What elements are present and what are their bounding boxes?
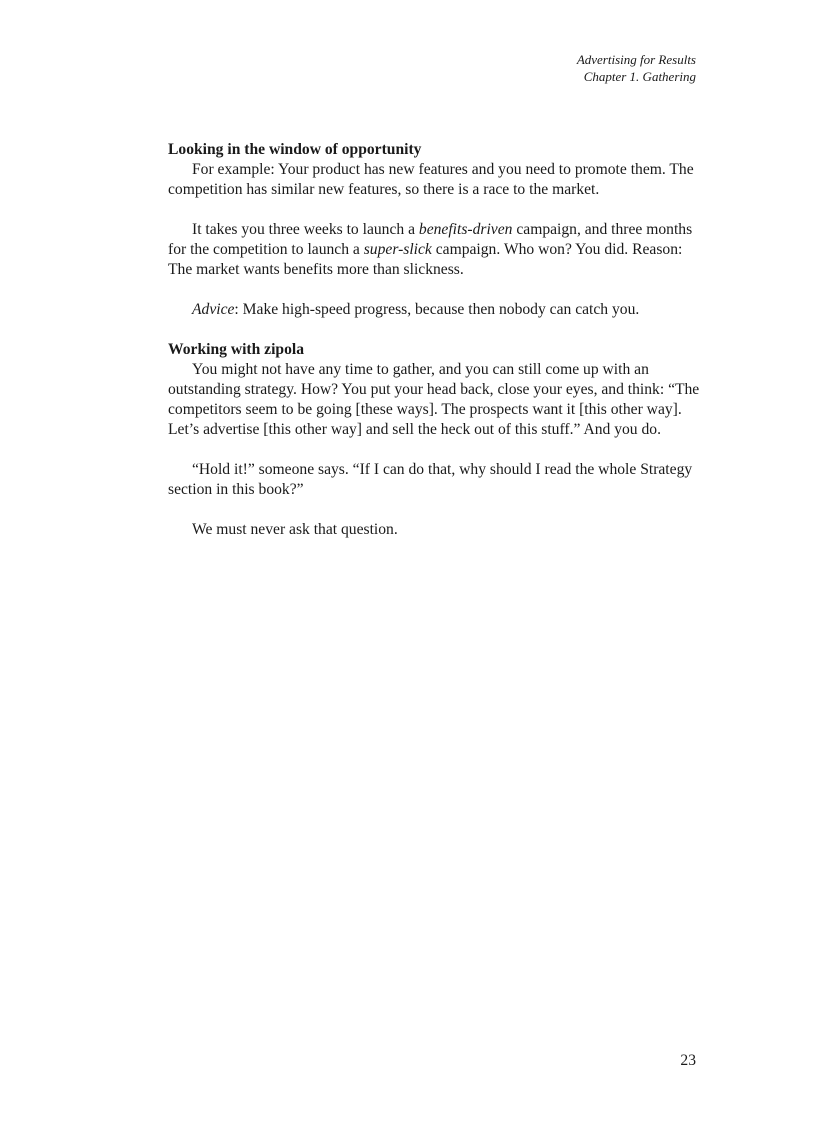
text-run: campaign. Who won? You did. Reason: The market wants benefits more than slickness. <box>168 241 683 278</box>
chapter-title: Chapter 1. Gathering <box>583 69 696 84</box>
text-run: : Make high-speed progress, because then nobody can catch you. <box>234 301 640 318</box>
text-run: campaign, and three months for the competition to launch a <box>168 221 693 258</box>
book-title: Advertising for Results <box>576 52 696 67</box>
running-header <box>577 51 696 85</box>
paragraph: For example: Your product has new features and you need to promote them. The competition has similar new features, so there is a race to the market. <box>168 161 694 198</box>
paragraph: You might not have any time to gather, and you can still come up with an outstanding strategy. How? You put your head back, close your eyes, and think: “The competitors seem to be going [these ways]. The prospects want it [this other way]. Let’s advertise [this other way] and sell the heck out of this stuff.” And you do. <box>168 361 700 438</box>
paragraph <box>168 220 700 280</box>
emphasis: Advice <box>192 301 235 318</box>
page-body <box>168 140 700 540</box>
section-heading: Working with zipola <box>168 341 305 358</box>
text-run: It takes you three weeks to launch a <box>192 221 419 238</box>
section-heading: Looking in the window of opportunity <box>168 141 422 158</box>
paragraph: We must never ask that question. <box>192 521 398 538</box>
emphasis: super-slick <box>363 241 432 258</box>
emphasis: benefits-driven <box>418 221 513 238</box>
page-number: 23 <box>680 1052 696 1069</box>
paragraph <box>168 300 700 320</box>
paragraph: “Hold it!” someone says. “If I can do that, why should I read the whole Strategy section in this book?” <box>168 461 693 498</box>
